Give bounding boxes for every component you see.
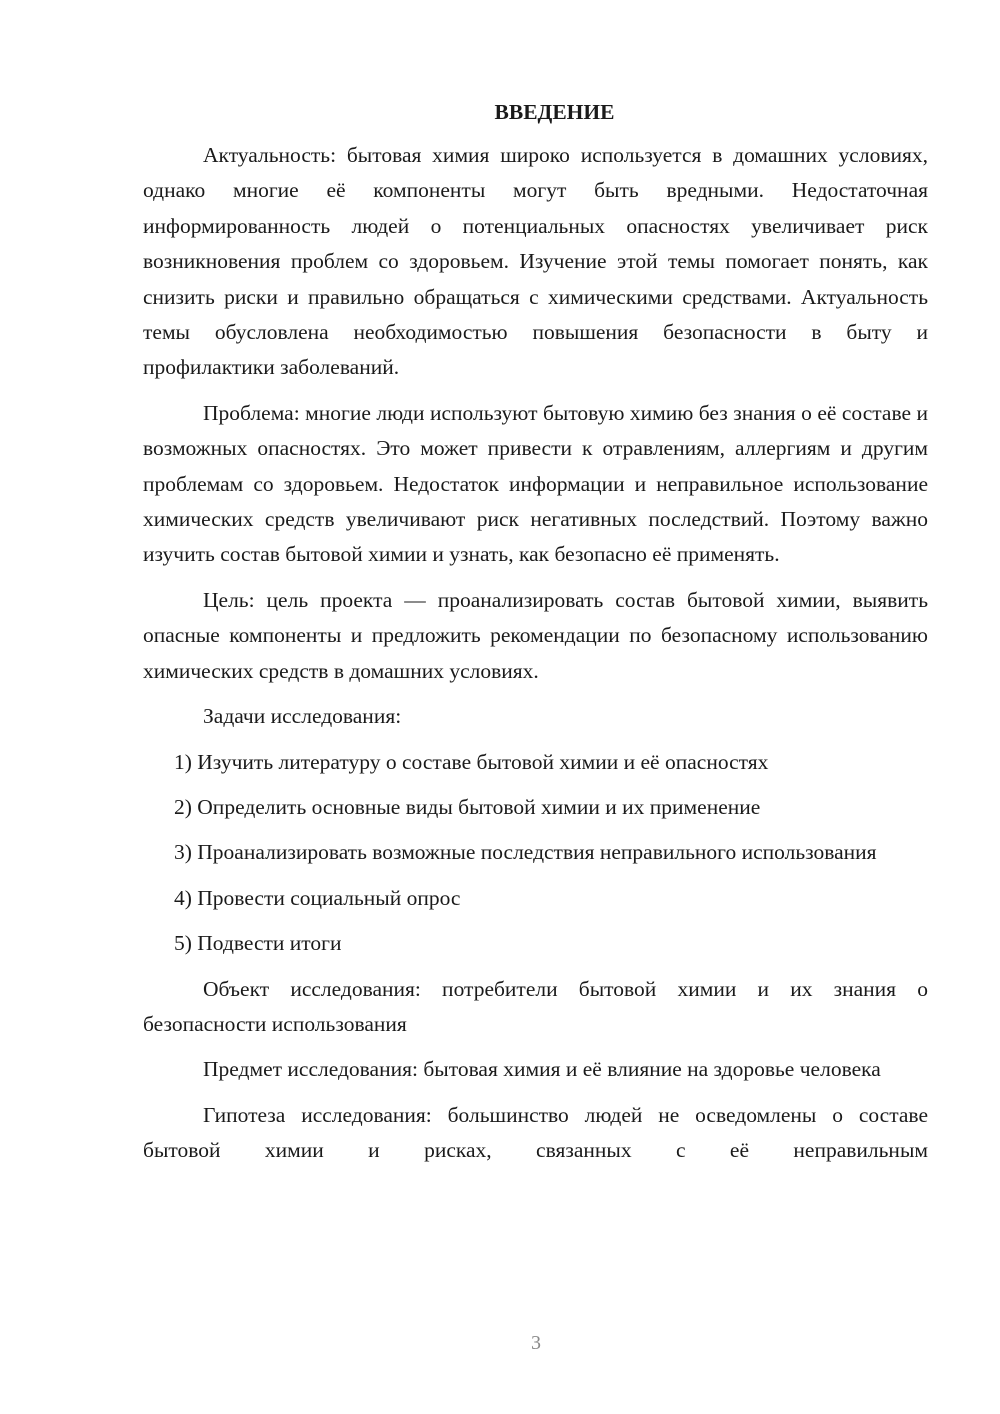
task-item: 3) Проанализировать возможные последствия неправильного использования: [174, 840, 877, 865]
problem-paragraph: Проблема: многие люди используют бытовую химию без знания о её составе и возможных опасностях. Это может привести к отравлениям, аллергиям и другим проблемам со здоровьем. Недостаток информации и неправильное использование химических средств увеличивают риск негативных последствий. Поэтому важно изучить состав бытовой химии и узнать, как безопасно её применять.: [143, 400, 928, 567]
subject-paragraph: Предмет исследования: бытовая химия и её влияние на здоровье человека: [203, 1057, 881, 1082]
task-item: 4) Провести социальный опрос: [174, 885, 461, 910]
task-item: 2) Определить основные виды бытовой химии и их применение: [174, 794, 761, 819]
task-item: 1) Изучить литературу о составе бытовой химии и её опасностях: [174, 749, 769, 774]
section-heading: ВВЕДЕНИЕ: [494, 100, 615, 124]
task-item: 5) Подвести итоги: [174, 931, 342, 956]
tasks-title: Задачи исследования:: [203, 704, 402, 729]
object-paragraph: Объект исследования: потребители бытовой химии и их знания о безопасности использования: [143, 976, 928, 1036]
goal-paragraph: Цель: цель проекта — проанализировать состав бытовой химии, выявить опасные компоненты и предложить рекомендации по безопасному использованию химических средств в домашних условиях.: [143, 587, 928, 683]
document-page: [143, 96, 928, 1179]
page-number: 3: [531, 1332, 541, 1354]
relevance-paragraph: Актуальность: бытовая химия широко используется в домашних условиях, однако многие её компоненты могут быть вредными. Недостаточная информированность людей о потенциальных опасностях увеличивает риск возникновения проблем со здоровьем. Изучение этой темы помогает понять, как снизить риски и правильно обращаться с химическими средствами. Актуальность темы обусловлена необходимостью повышения безопасности в быту и профилактики заболеваний.: [143, 143, 928, 380]
hypothesis-paragraph: Гипотеза исследования: большинство людей не осведомлены о составе бытовой химии и рисках, связанных с её неправильным: [143, 1102, 928, 1163]
